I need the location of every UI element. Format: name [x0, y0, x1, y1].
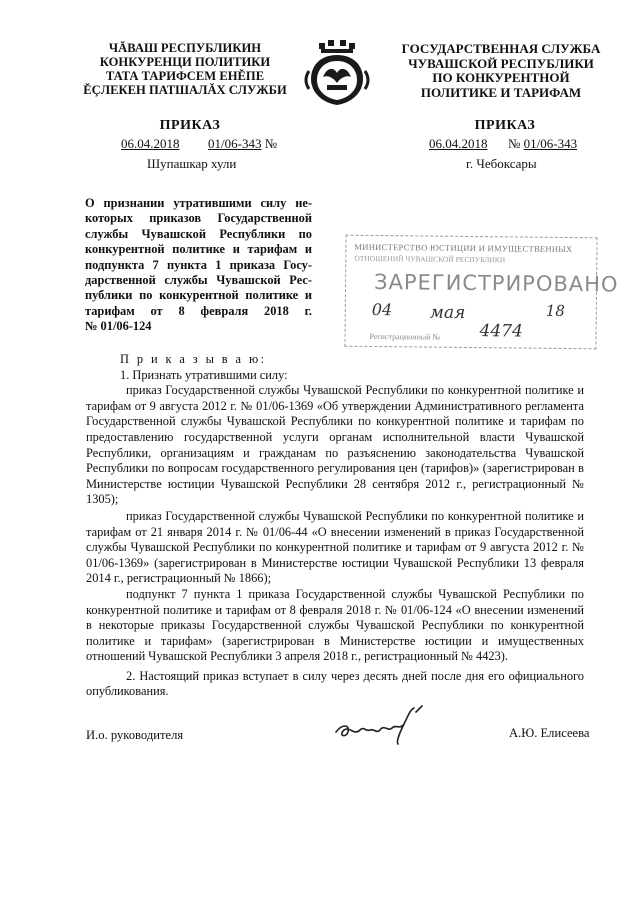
header-left [72, 41, 298, 97]
header-right-line: ПО КОНКУРЕНТНОЙ [432, 70, 570, 85]
stamp-year: 18 [545, 301, 565, 320]
title-line: публики по конкурентной политике и [85, 288, 312, 303]
stamp-ministry-line-2: ОТНОШЕНИЙ ЧУВАШСКОЙ РЕСПУБЛИКИ [354, 253, 506, 265]
handwritten-signature [330, 702, 440, 748]
stamp-ministry-line: МИНИСТЕРСТВО ЮСТИЦИИ И ИМУЩЕСТВЕННЫХ [354, 241, 573, 255]
title-line: дарственной службы Чувашской Рес- [85, 273, 312, 288]
number-sign-left: № [264, 136, 278, 151]
order-title-right: ПРИКАЗ [474, 118, 536, 133]
order-number-left: 01/06-343 [208, 136, 262, 151]
document-title [85, 196, 312, 335]
paragraph-3: подпункт 7 пункта 1 приказа Государственной службы Чувашской Республики по конкурентной политике и тарифам от 8 февраля 2018 г. № 01/06-124 «О внесении изменений в некоторые приказы Государственной службы Чувашской Республики по конкурентной политике и тарифам» (зарегистрирован в Министерстве юстиции и имущественных отношений Чувашской Республики 3 апреля 2018 г., регистрационный № 4423). [86, 586, 584, 664]
title-line: подпункта 7 пункта 1 приказа Госу- [85, 257, 312, 272]
registration-stamp [344, 235, 619, 350]
header-right-line: ПОЛИТИКЕ И ТАРИФАМ [420, 84, 582, 100]
stamp-month: мая [429, 302, 466, 323]
order-date-line-right [429, 136, 577, 152]
signer-name: А.Ю. Елисеева [509, 726, 590, 740]
title-line: № 01/06-124 [85, 319, 152, 334]
document-body [86, 352, 584, 700]
header-left-line: ЧĂВАШ РЕСПУБЛИКИН [108, 41, 262, 55]
order-heading: П р и к а з ы в а ю: [120, 352, 267, 366]
header-left-line: ĔÇЛЕКЕН ПАТШАЛĂХ СЛУЖБИ [83, 83, 287, 97]
order-date-left: 06.04.2018 [121, 136, 180, 151]
header-right [394, 42, 608, 100]
paragraph-1: приказ Государственной службы Чувашской Республики по конкурентной политике и тарифам от 9 августа 2012 г. № 01/06-1369 «Об утверждении Административного регламента Государственной службы Чувашской Республики по конкурентной политике и тарифам по предоставлению государственной услуги органам исполнительной власти Чувашской Республики, организациям и гражданам по разъяснению законодательства Чувашской Республики по вопросам государственного регулирования цен (тарифов)» (зарегистрирован в Министерстве юстиции Чувашской Республики 28 сентября 2012 г., регистрационный № 1305); [86, 383, 584, 507]
title-line: тарифам от 8 февраля 2018 г. [85, 303, 312, 318]
city-right: г. Чебоксары [466, 156, 537, 171]
city-left: Шупашкар хули [147, 156, 237, 171]
signer-position: И.о. руководителя [86, 728, 184, 742]
title-line: конкурентной политике и тарифам и [85, 242, 312, 257]
order-title-left: ПРИКАЗ [159, 118, 221, 133]
stamp-day: 04 [371, 299, 393, 320]
stamp-reg-number: 4474 [479, 321, 523, 342]
title-line: О признании утратившими силу не- [85, 196, 312, 210]
item-1: 1. Признать утратившими силу: [120, 367, 288, 382]
order-number-right: 01/06-343 [523, 136, 578, 151]
header-right-line: ЧУВАШСКОЙ РЕСПУБЛИКИ [408, 55, 594, 71]
stamp-reg-label: Регистрационный № [369, 331, 441, 342]
stamp-status: ЗАРЕГИСТРИРОВАНО [373, 269, 619, 297]
header-left-line: КОНКУРЕНЦИ ПОЛИТИКИ [99, 55, 271, 69]
number-sign-right: № [508, 136, 521, 151]
header-right-line: ГОСУДАРСТВЕННАЯ СЛУЖБА [401, 41, 601, 56]
item-2: 2. Настоящий приказ вступает в силу через десять дней после дня его официального опубликования. [86, 668, 584, 699]
title-line: службы Чувашской Республики по [85, 226, 312, 241]
header-left-line: ТАТА ТАРИФСЕМ ЕНĔПЕ [105, 69, 265, 83]
order-date-line-left [121, 136, 277, 152]
coat-of-arms-emblem [301, 37, 373, 109]
paragraph-2: приказ Государственной службы Чувашской Республики по конкурентной политике и тарифам от 21 января 2014 г. № 01/06-44 «О внесении изменений в приказ Государственной службы Чувашской Республики по конкурентной политике и тарифам от 9 августа 2012 г. № 01/06-1369» (зарегистрирован в Министерстве юстиции Чувашской Республики 13 февраля 2014 г., регистрационный № 1866); [86, 508, 584, 586]
order-date-right: 06.04.2018 [429, 136, 488, 151]
title-line: которых приказов Государственной [85, 211, 312, 226]
